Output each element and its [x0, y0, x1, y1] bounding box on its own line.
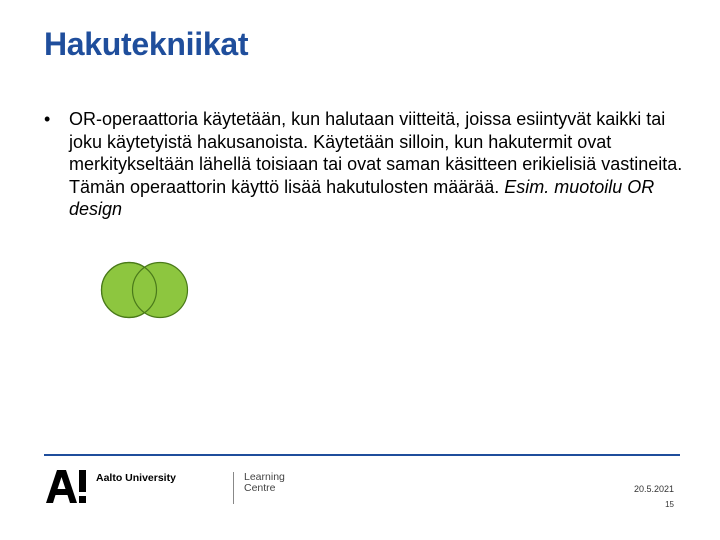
aalto-a-logo-icon	[46, 470, 88, 504]
footer-divider	[44, 454, 680, 456]
bullet-example-text: Esim. muotoilu OR design	[69, 176, 655, 219]
page-number: 15	[665, 500, 674, 509]
venn-circle-right	[133, 263, 188, 318]
logo-separator	[233, 472, 234, 504]
bullet-list	[44, 108, 684, 221]
unit-name: Learning Centre	[244, 471, 285, 494]
venn-diagram	[100, 261, 192, 319]
slide-title: Hakutekniikat	[44, 26, 249, 62]
bullet-mark: •	[44, 109, 51, 129]
bullet-text	[69, 108, 684, 221]
footer-date: 20.5.2021	[633, 484, 674, 494]
bullet-body-text: OR-operaattoria käytetään, kun halutaan viitteitä, joissa esiintyvät kaikki tai joku käytetyistä hakusanoista. Käytetään silloin, kun hakutermit ovat merkitykseltään lähellä toisiaan tai ovat saman käsitteen erikielisiä vastineita. Tämän operaattorin käyttö lisää hakutulosten määrää.	[69, 109, 683, 197]
bullet-item	[44, 108, 684, 221]
university-name: Aalto University	[96, 472, 176, 484]
